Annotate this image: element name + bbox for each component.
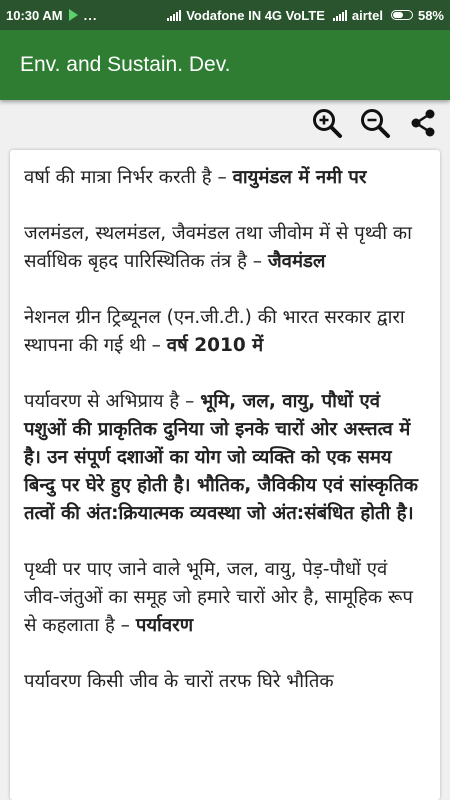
content-paragraph (24, 668, 426, 696)
content-paragraph (24, 220, 426, 276)
action-row (0, 100, 450, 146)
paragraph-answer: जैवमंडल (267, 251, 326, 272)
paragraph-answer: वायुमंडल में नमी पर (232, 167, 367, 188)
zoom-in-button[interactable] (310, 106, 344, 140)
carrier-secondary: airtel (351, 7, 383, 23)
content-paragraph (24, 304, 426, 360)
paragraph-answer: भूमि, जल, वायु, पौधों एवं पशुओं की प्राकृतिक दुनिया जो इनके चारों ओर अस्त्तत्व में है। उन संपूर्ण दशाओं का योग जो व्यक्ति को एक समय बिन्दु पर घेरे हुए होती है। भौतिक, जैविकीय एवं सांस्कृतिक तत्वों की अंत:क्रियात्मक व्यवस्था जो अंत:संबंधित होती है। (24, 391, 418, 524)
content-paragraph (24, 164, 426, 192)
share-icon (408, 108, 438, 138)
battery-icon (391, 10, 413, 20)
paragraph-text: नेशनल ग्रीन ट्रिब्यूनल (एन.जी.टी.) की भारत सरकार द्वारा स्थापना की गई थी – (24, 307, 405, 356)
page-title: Env. and Sustain. Dev. (20, 53, 231, 76)
play-store-icon (69, 9, 78, 21)
battery-fill (393, 12, 403, 18)
signal-icon (333, 10, 347, 21)
paragraph-text: पर्यावरण किसी जीव के चारों तरफ घिरे भौतिक (24, 671, 334, 692)
status-time: 10:30 AM (6, 7, 63, 23)
paragraph-answer: वर्ष 2010 में (166, 335, 264, 356)
content-card (10, 150, 440, 800)
zoom-out-button[interactable] (358, 106, 392, 140)
share-button[interactable] (406, 106, 440, 140)
battery-percent: 58% (417, 7, 444, 23)
notification-dots: ... (83, 7, 98, 23)
content-paragraph (24, 556, 426, 640)
paragraph-text: पृथ्वी पर पाए जाने वाले भूमि, जल, वायु, पेड़-पौधों एवं जीव-जंतुओं का समूह जो हमारे चारों ओर है, सामूहिक रूप से कहलाता है – (24, 559, 413, 636)
zoom-out-icon (359, 107, 391, 139)
app-bar (0, 30, 450, 100)
zoom-in-icon (311, 107, 343, 139)
paragraph-answer: पर्यावरण (135, 615, 194, 636)
paragraph-text: पर्यावरण से अभिप्राय है – (24, 391, 201, 412)
carrier-primary: Vodafone IN 4G VoLTE (186, 7, 325, 23)
signal-icon (167, 10, 181, 21)
content-paragraph (24, 388, 426, 528)
status-bar (0, 0, 450, 30)
paragraph-text: जलमंडल, स्थलमंडल, जैवमंडल तथा जीवोम में से पृथ्वी का सर्वाधिक बृहद पारिस्थितिक तंत्र है – (24, 223, 412, 272)
paragraph-text: वर्षा की मात्रा निर्भर करती है – (24, 167, 233, 188)
